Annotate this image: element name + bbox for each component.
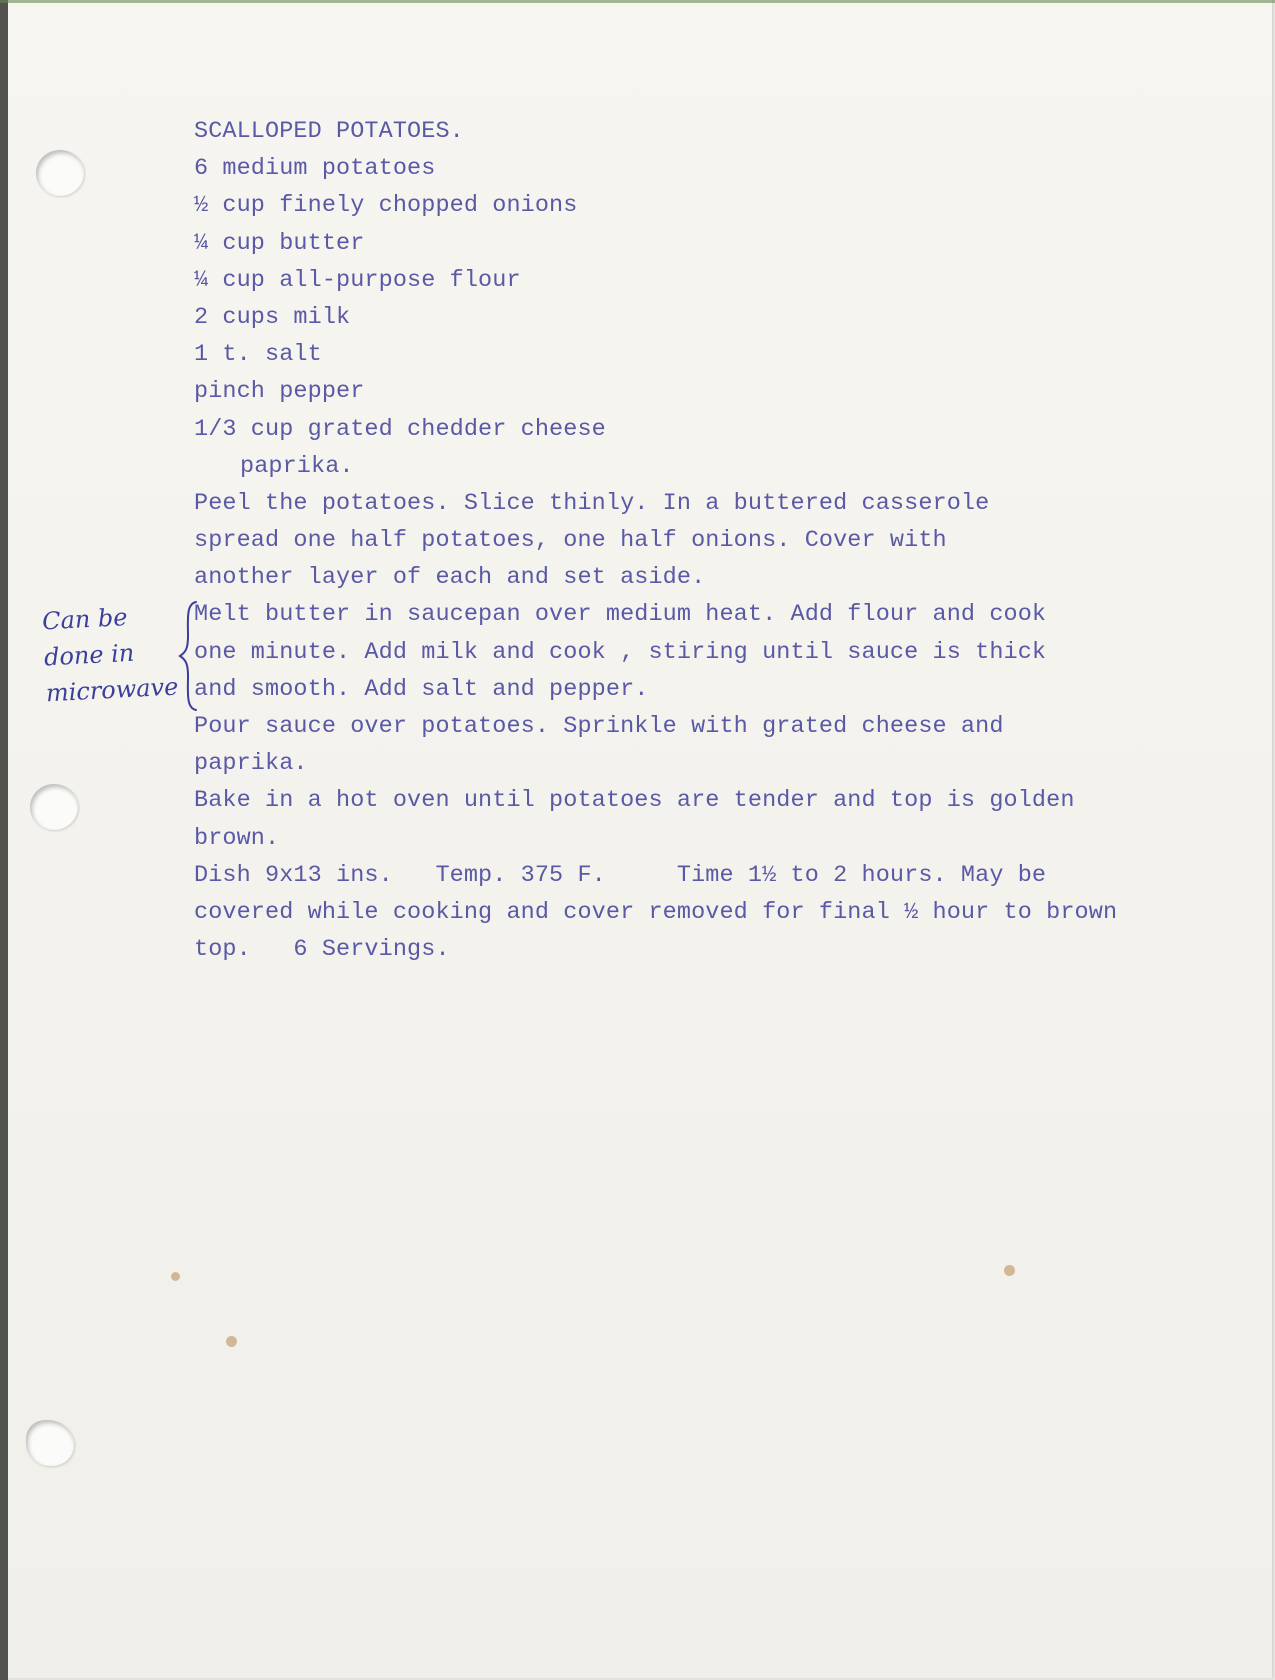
direction-line: brown. — [194, 824, 280, 852]
ingredient-line: ½ cup finely chopped onions — [194, 192, 578, 220]
note-line: microwave — [45, 672, 179, 708]
stain-spot — [1004, 1265, 1015, 1276]
ingredient-line: pinch pepper — [194, 378, 365, 406]
recipe-title: SCALLOPED POTATOES. — [194, 118, 464, 145]
direction-line: Peel the potatoes. Slice thinly. In a buttered casserole — [194, 489, 990, 517]
ingredient-line: paprika. — [240, 452, 354, 480]
stain-spot — [171, 1272, 180, 1281]
direction-line: Pour sauce over potatoes. Sprinkle with grated cheese and — [194, 713, 1004, 740]
direction-line: top. 6 Servings. — [194, 936, 450, 964]
ingredient-line: 1/3 cup grated chedder cheese — [194, 415, 606, 443]
stain-spot — [226, 1336, 237, 1347]
recipe-text — [194, 113, 1117, 968]
scan-top-edge — [0, 0, 1275, 3]
direction-line: Dish 9x13 ins. Temp. 375 F. Time 1½ to 2 hours. May be — [194, 861, 1047, 889]
direction-line: Melt butter in saucepan over medium heat. Add flour and cook — [194, 601, 1047, 629]
binder-hole-bottom — [26, 1420, 74, 1466]
ingredient-line: 1 t. salt — [194, 341, 322, 369]
recipe-page — [8, 0, 1273, 1678]
binder-hole-top — [36, 150, 84, 196]
handwritten-brace-icon — [178, 600, 200, 712]
scan-left-edge — [0, 0, 8, 1680]
ingredient-line: 2 cups milk — [194, 303, 351, 331]
handwritten-note — [41, 597, 179, 712]
note-line: done in — [43, 638, 135, 672]
direction-line: and smooth. Add salt and pepper. — [194, 675, 649, 703]
ingredient-line: ¼ cup butter — [194, 229, 365, 257]
direction-line: one minute. Add milk and cook , stiring until sauce is thick — [194, 638, 1047, 666]
binder-hole-middle — [30, 784, 78, 830]
direction-line: paprika. — [194, 750, 308, 778]
direction-line: spread one half potatoes, one half onions. Cover with — [194, 527, 947, 555]
direction-line: another layer of each and set aside. — [194, 564, 706, 592]
direction-line: covered while cooking and cover removed for final ½ hour to brown — [194, 898, 1118, 926]
note-line: Can be — [41, 603, 129, 636]
ingredient-line: 6 medium potatoes — [194, 155, 436, 183]
ingredient-line: ¼ cup all-purpose flour — [194, 266, 521, 294]
direction-line: Bake in a hot oven until potatoes are tender and top is golden — [194, 787, 1075, 815]
